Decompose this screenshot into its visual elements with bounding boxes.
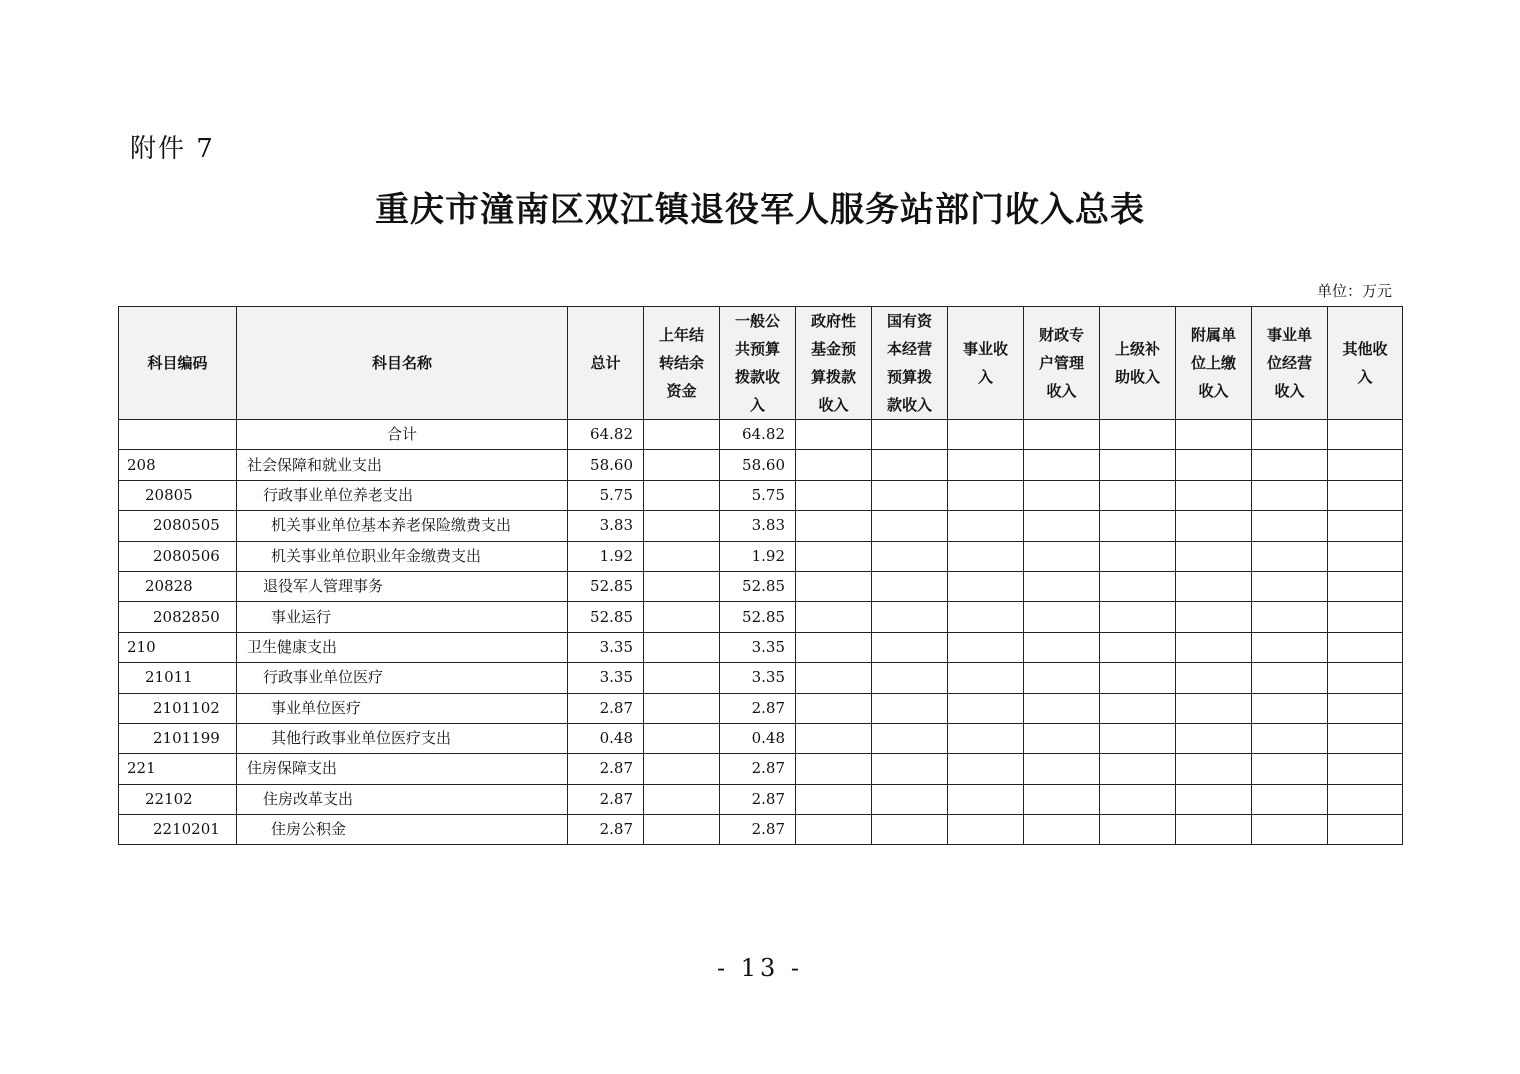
cell-total: 52.85 — [568, 571, 644, 601]
cell-affiliated — [1176, 602, 1252, 632]
cell-superior — [1100, 571, 1176, 601]
cell-code: 210 — [119, 632, 237, 662]
table-row — [119, 450, 1403, 480]
cell-code: 20828 — [119, 571, 237, 601]
header-superior-subsidy: 上级补 助收入 — [1100, 307, 1176, 420]
cell-operating — [1252, 602, 1328, 632]
cell-general: 58.60 — [720, 450, 796, 480]
cell-name: 事业运行 — [237, 602, 568, 632]
cell-total: 58.60 — [568, 450, 644, 480]
cell-other — [1328, 663, 1403, 693]
cell-state-capital — [872, 480, 948, 510]
cell-business — [948, 571, 1024, 601]
header-state-capital: 国有资 本经营 预算拨 款收入 — [872, 307, 948, 420]
cell-superior — [1100, 784, 1176, 814]
header-carryover: 上年结 转结余 资金 — [644, 307, 720, 420]
cell-carryover — [644, 693, 720, 723]
cell-carryover — [644, 571, 720, 601]
cell-affiliated — [1176, 511, 1252, 541]
cell-name: 行政事业单位医疗 — [237, 663, 568, 693]
cell-state-capital — [872, 815, 948, 845]
cell-state-capital — [872, 450, 948, 480]
cell-name: 卫生健康支出 — [237, 632, 568, 662]
cell-general: 5.75 — [720, 480, 796, 510]
header-fiscal-special: 财政专 户管理 收入 — [1024, 307, 1100, 420]
cell-general: 3.35 — [720, 663, 796, 693]
cell-other — [1328, 511, 1403, 541]
header-affiliated-remit: 附属单 位上缴 收入 — [1176, 307, 1252, 420]
cell-affiliated — [1176, 420, 1252, 450]
cell-fund — [796, 632, 872, 662]
cell-operating — [1252, 571, 1328, 601]
cell-state-capital — [872, 420, 948, 450]
cell-general: 64.82 — [720, 420, 796, 450]
cell-total: 64.82 — [568, 420, 644, 450]
cell-carryover — [644, 511, 720, 541]
cell-fiscal-special — [1024, 784, 1100, 814]
cell-operating — [1252, 511, 1328, 541]
table-row — [119, 480, 1403, 510]
cell-operating — [1252, 541, 1328, 571]
cell-business — [948, 602, 1024, 632]
cell-other — [1328, 693, 1403, 723]
cell-other — [1328, 754, 1403, 784]
cell-code: 2080505 — [119, 511, 237, 541]
cell-carryover — [644, 541, 720, 571]
cell-fund — [796, 663, 872, 693]
header-code: 科目编码 — [119, 307, 237, 420]
cell-fund — [796, 602, 872, 632]
cell-state-capital — [872, 632, 948, 662]
cell-code: 20805 — [119, 480, 237, 510]
cell-fiscal-special — [1024, 480, 1100, 510]
cell-total: 0.48 — [568, 723, 644, 753]
table-row — [119, 754, 1403, 784]
table-row — [119, 571, 1403, 601]
cell-name: 行政事业单位养老支出 — [237, 480, 568, 510]
cell-affiliated — [1176, 663, 1252, 693]
cell-fiscal-special — [1024, 754, 1100, 784]
cell-fund — [796, 784, 872, 814]
income-summary-table — [118, 306, 1403, 845]
cell-total: 2.87 — [568, 754, 644, 784]
cell-fiscal-special — [1024, 420, 1100, 450]
cell-name: 退役军人管理事务 — [237, 571, 568, 601]
cell-fiscal-special — [1024, 815, 1100, 845]
cell-total: 2.87 — [568, 815, 644, 845]
cell-total: 3.35 — [568, 663, 644, 693]
cell-business — [948, 693, 1024, 723]
cell-code: 221 — [119, 754, 237, 784]
cell-business — [948, 784, 1024, 814]
cell-operating — [1252, 784, 1328, 814]
cell-fund — [796, 693, 872, 723]
cell-carryover — [644, 602, 720, 632]
unit-label: 单位：万元 — [1316, 282, 1392, 300]
table-row — [119, 784, 1403, 814]
cell-operating — [1252, 420, 1328, 450]
cell-code: 2101199 — [119, 723, 237, 753]
table-row — [119, 663, 1403, 693]
cell-business — [948, 632, 1024, 662]
cell-business — [948, 480, 1024, 510]
cell-fiscal-special — [1024, 541, 1100, 571]
cell-code: 2082850 — [119, 602, 237, 632]
cell-fiscal-special — [1024, 450, 1100, 480]
cell-business — [948, 511, 1024, 541]
cell-business — [948, 420, 1024, 450]
header-name: 科目名称 — [237, 307, 568, 420]
cell-code: 2210201 — [119, 815, 237, 845]
cell-affiliated — [1176, 723, 1252, 753]
cell-business — [948, 723, 1024, 753]
cell-other — [1328, 420, 1403, 450]
cell-other — [1328, 723, 1403, 753]
cell-state-capital — [872, 754, 948, 784]
cell-fund — [796, 815, 872, 845]
cell-general: 3.83 — [720, 511, 796, 541]
cell-code — [119, 420, 237, 450]
cell-affiliated — [1176, 815, 1252, 845]
cell-carryover — [644, 784, 720, 814]
cell-other — [1328, 784, 1403, 814]
cell-operating — [1252, 754, 1328, 784]
cell-carryover — [644, 663, 720, 693]
cell-carryover — [644, 420, 720, 450]
cell-code: 208 — [119, 450, 237, 480]
table-row — [119, 420, 1403, 450]
cell-fund — [796, 511, 872, 541]
cell-total: 3.35 — [568, 632, 644, 662]
cell-business — [948, 450, 1024, 480]
header-other-income: 其他收 入 — [1328, 307, 1403, 420]
cell-fiscal-special — [1024, 693, 1100, 723]
table-row — [119, 723, 1403, 753]
cell-fund — [796, 420, 872, 450]
cell-carryover — [644, 632, 720, 662]
cell-superior — [1100, 541, 1176, 571]
cell-total: 3.83 — [568, 511, 644, 541]
cell-state-capital — [872, 602, 948, 632]
cell-affiliated — [1176, 480, 1252, 510]
cell-operating — [1252, 723, 1328, 753]
cell-carryover — [644, 480, 720, 510]
cell-operating — [1252, 815, 1328, 845]
cell-other — [1328, 632, 1403, 662]
cell-name: 其他行政事业单位医疗支出 — [237, 723, 568, 753]
cell-code: 2101102 — [119, 693, 237, 723]
cell-name: 机关事业单位职业年金缴费支出 — [237, 541, 568, 571]
cell-other — [1328, 450, 1403, 480]
cell-general: 3.35 — [720, 632, 796, 662]
cell-name: 住房保障支出 — [237, 754, 568, 784]
cell-superior — [1100, 511, 1176, 541]
cell-fund — [796, 450, 872, 480]
cell-general: 2.87 — [720, 693, 796, 723]
table-row — [119, 602, 1403, 632]
cell-business — [948, 663, 1024, 693]
cell-state-capital — [872, 571, 948, 601]
cell-code: 2080506 — [119, 541, 237, 571]
cell-superior — [1100, 450, 1176, 480]
attachment-label: 附件 7 — [130, 134, 215, 164]
cell-name: 社会保障和就业支出 — [237, 450, 568, 480]
cell-fund — [796, 571, 872, 601]
table-row — [119, 541, 1403, 571]
cell-other — [1328, 602, 1403, 632]
cell-superior — [1100, 480, 1176, 510]
header-general-budget: 一般公 共预算 拨款收 入 — [720, 307, 796, 420]
page-title: 重庆市潼南区双江镇退役军人服务站部门收入总表 — [375, 190, 1145, 230]
cell-business — [948, 754, 1024, 784]
cell-general: 2.87 — [720, 754, 796, 784]
cell-operating — [1252, 693, 1328, 723]
cell-affiliated — [1176, 632, 1252, 662]
cell-fund — [796, 541, 872, 571]
cell-code: 22102 — [119, 784, 237, 814]
cell-fiscal-special — [1024, 571, 1100, 601]
header-operating-income: 事业单 位经营 收入 — [1252, 307, 1328, 420]
cell-state-capital — [872, 693, 948, 723]
cell-name: 机关事业单位基本养老保险缴费支出 — [237, 511, 568, 541]
cell-general: 52.85 — [720, 571, 796, 601]
cell-total: 2.87 — [568, 693, 644, 723]
table-row — [119, 693, 1403, 723]
cell-total: 2.87 — [568, 784, 644, 814]
table-row — [119, 632, 1403, 662]
table-row — [119, 815, 1403, 845]
cell-state-capital — [872, 663, 948, 693]
cell-total: 52.85 — [568, 602, 644, 632]
table-row — [119, 511, 1403, 541]
cell-affiliated — [1176, 450, 1252, 480]
cell-state-capital — [872, 723, 948, 753]
cell-general: 2.87 — [720, 784, 796, 814]
cell-fiscal-special — [1024, 602, 1100, 632]
cell-affiliated — [1176, 693, 1252, 723]
cell-carryover — [644, 815, 720, 845]
cell-other — [1328, 480, 1403, 510]
cell-carryover — [644, 723, 720, 753]
cell-name: 合计 — [237, 420, 568, 450]
cell-fund — [796, 754, 872, 784]
header-total: 总计 — [568, 307, 644, 420]
cell-affiliated — [1176, 541, 1252, 571]
cell-name: 事业单位医疗 — [237, 693, 568, 723]
cell-general: 52.85 — [720, 602, 796, 632]
table-header-row — [119, 307, 1403, 420]
cell-total: 1.92 — [568, 541, 644, 571]
cell-other — [1328, 815, 1403, 845]
cell-superior — [1100, 754, 1176, 784]
cell-carryover — [644, 754, 720, 784]
cell-general: 2.87 — [720, 815, 796, 845]
cell-affiliated — [1176, 571, 1252, 601]
cell-name: 住房公积金 — [237, 815, 568, 845]
cell-state-capital — [872, 511, 948, 541]
cell-fiscal-special — [1024, 723, 1100, 753]
page-number: - 13 - — [716, 954, 803, 982]
cell-operating — [1252, 450, 1328, 480]
header-gov-fund: 政府性 基金预 算拨款 收入 — [796, 307, 872, 420]
cell-superior — [1100, 815, 1176, 845]
cell-other — [1328, 571, 1403, 601]
cell-business — [948, 815, 1024, 845]
cell-operating — [1252, 480, 1328, 510]
cell-fiscal-special — [1024, 663, 1100, 693]
cell-superior — [1100, 663, 1176, 693]
cell-superior — [1100, 693, 1176, 723]
cell-operating — [1252, 632, 1328, 662]
cell-superior — [1100, 632, 1176, 662]
cell-superior — [1100, 723, 1176, 753]
cell-general: 1.92 — [720, 541, 796, 571]
cell-fiscal-special — [1024, 511, 1100, 541]
cell-carryover — [644, 450, 720, 480]
cell-superior — [1100, 602, 1176, 632]
cell-general: 0.48 — [720, 723, 796, 753]
cell-name: 住房改革支出 — [237, 784, 568, 814]
cell-affiliated — [1176, 784, 1252, 814]
cell-other — [1328, 541, 1403, 571]
cell-state-capital — [872, 541, 948, 571]
cell-state-capital — [872, 784, 948, 814]
cell-fund — [796, 723, 872, 753]
cell-operating — [1252, 663, 1328, 693]
cell-business — [948, 541, 1024, 571]
cell-total: 5.75 — [568, 480, 644, 510]
cell-code: 21011 — [119, 663, 237, 693]
cell-fiscal-special — [1024, 632, 1100, 662]
header-business-income: 事业收 入 — [948, 307, 1024, 420]
cell-affiliated — [1176, 754, 1252, 784]
cell-superior — [1100, 420, 1176, 450]
cell-fund — [796, 480, 872, 510]
